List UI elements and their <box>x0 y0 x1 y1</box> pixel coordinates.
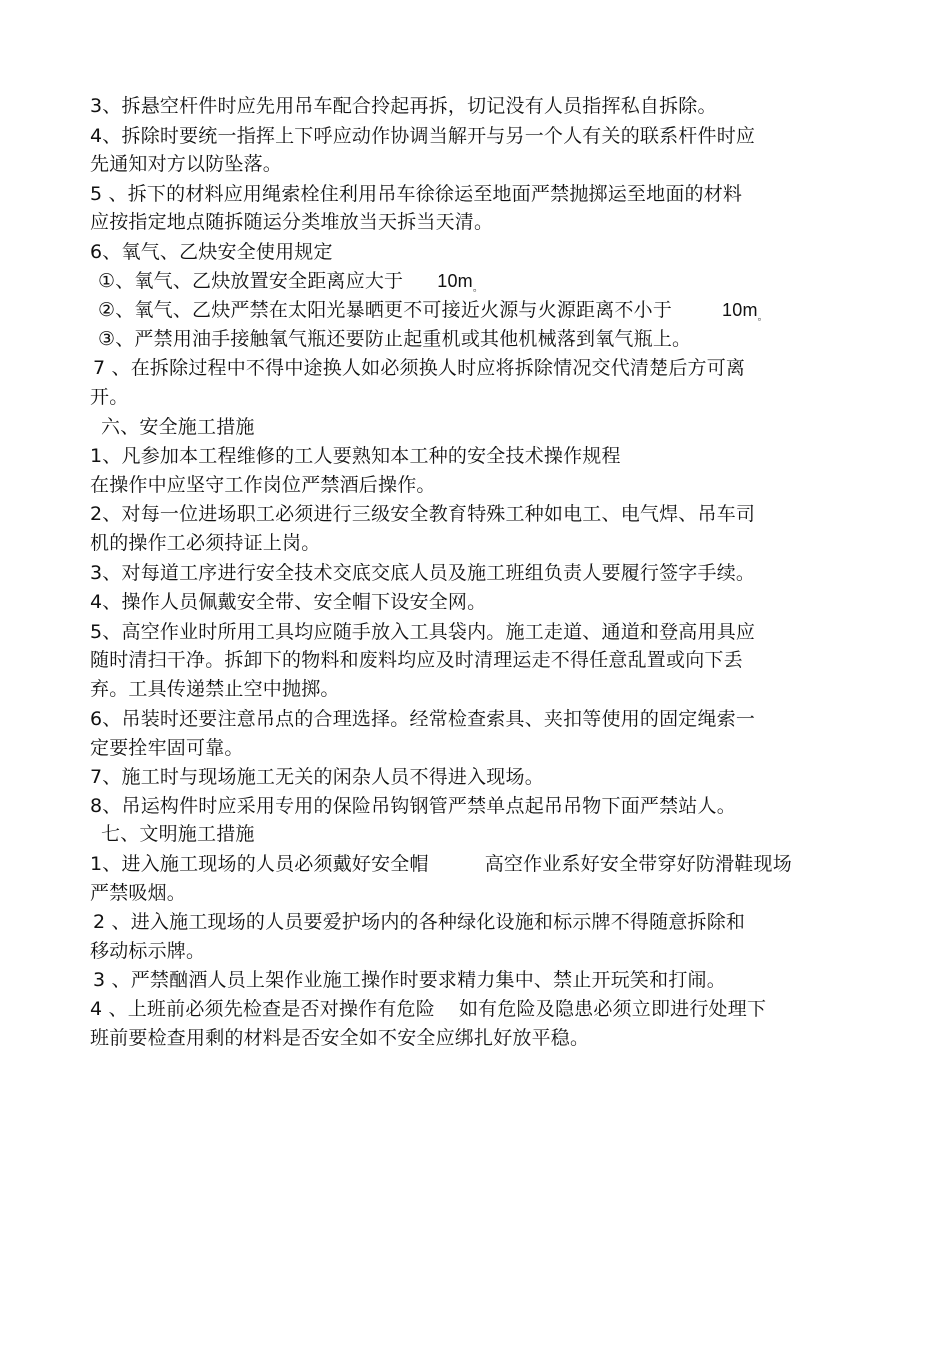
text-line: ③、严禁用油手接触氧气瓶还要防止起重机或其他机械落到氧气瓶上。 <box>98 328 692 350</box>
text-line <box>98 269 483 301</box>
text-line: 4、操作人员佩戴安全带、安全帽下设安全网。 <box>90 591 487 613</box>
text-line <box>90 852 792 876</box>
line-text: 高空作业系好安全带穿好防滑鞋现场 <box>484 853 792 875</box>
period-mark: 。 <box>472 283 484 294</box>
text-line: 3、对每道工序进行安全技术交底交底人员及施工班组负责人要履行签字手续。 <box>90 562 756 584</box>
line-text: 4 、上班前必须先检查是否对操作有危险 <box>90 998 435 1020</box>
text-line: 开。 <box>90 386 129 408</box>
text-line <box>98 298 768 330</box>
line-text: ①、氧气、乙炔放置安全距离应大于 <box>98 270 404 292</box>
text-line: 随时清扫干净。拆卸下的物料和废料均应及时清理运走不得任意乱置或向下丢 <box>90 649 743 671</box>
line-text: 1、进入施工现场的人员必须戴好安全帽 <box>90 853 429 875</box>
line-text: ②、氧气、乙炔严禁在太阳光暴晒更不可接近火源与火源距离不小于 <box>98 299 673 321</box>
text-line: 应按指定地点随拆随运分类堆放当天拆当天清。 <box>90 211 494 233</box>
distance-value: 10m <box>437 271 473 291</box>
text-line: 6、吊装时还要注意吊点的合理选择。经常检查索具、夹扣等使用的固定绳索一 <box>90 708 756 730</box>
text-line: 1、凡参加本工程维修的工人要熟知本工种的安全技术操作规程 <box>90 445 621 467</box>
section-heading: 七、文明施工措施 <box>101 823 255 845</box>
text-line: 机的操作工必须持证上岗。 <box>90 532 321 554</box>
text-line: 移动标示牌。 <box>90 940 206 962</box>
text-line <box>90 997 766 1021</box>
text-line: 班前要检查用剩的材料是否安全如不安全应绑扎好放平稳。 <box>90 1027 590 1049</box>
text-line: 定要拴牢固可靠。 <box>90 737 244 759</box>
distance-value: 10m <box>722 300 758 320</box>
text-line: 5 、拆下的材料应用绳索栓住利用吊车徐徐运至地面严禁抛掷运至地面的材料 <box>90 183 743 205</box>
line-text: 如有危险及隐患必须立即进行处理下 <box>458 998 767 1020</box>
text-line: 6、氧气、乙炔安全使用规定 <box>90 241 333 263</box>
text-line: 弃。工具传递禁止空中抛掷。 <box>90 678 340 700</box>
text-line: 2 、进入施工现场的人员要爱护场内的各种绿化设施和标示牌不得随意拆除和 <box>93 911 746 933</box>
text-line: 7 、在拆除过程中不得中途换人如必须换人时应将拆除情况交代清楚后方可离 <box>93 357 746 379</box>
text-line: 5、高空作业时所用工具均应随手放入工具袋内。施工走道、通道和登高用具应 <box>90 621 756 643</box>
text-line: 3 、严禁酗酒人员上架作业施工操作时要求精力集中、禁止开玩笑和打闹。 <box>93 969 726 991</box>
text-line: 严禁吸烟。 <box>90 882 187 904</box>
text-line: 在操作中应坚守工作岗位严禁酒后操作。 <box>90 474 436 496</box>
text-line: 8、吊运构件时应采用专用的保险吊钩钢管严禁单点起吊吊物下面严禁站人。 <box>90 795 736 817</box>
text-line: 2、对每一位进场职工必须进行三级安全教育特殊工种如电工、电气焊、吊车司 <box>90 503 756 525</box>
text-line: 4、拆除时要统一指挥上下呼应动作协调当解开与另一个人有关的联系杆件时应 <box>90 125 756 147</box>
text-line: 3、拆悬空杆件时应先用吊车配合拎起再拆，切记没有人员指挥私自拆除。 <box>90 95 717 117</box>
section-heading: 六、安全施工措施 <box>101 416 255 438</box>
text-line: 先通知对方以防坠落。 <box>90 153 283 175</box>
text-line: 7、施工时与现场施工无关的闲杂人员不得进入现场。 <box>90 766 544 788</box>
period-mark: 。 <box>757 312 768 323</box>
